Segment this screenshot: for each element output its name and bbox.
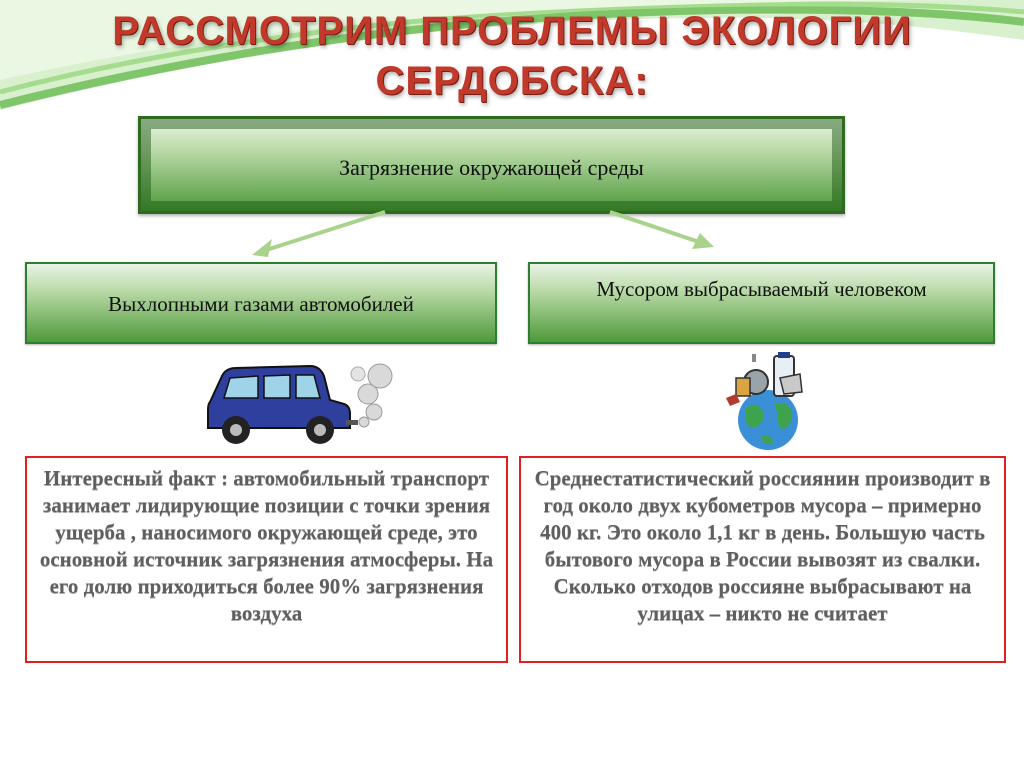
- human-trash-label: Мусором выбрасываемый человеком: [596, 277, 927, 301]
- main-topic-box: [138, 116, 845, 214]
- globe-trash-icon: [722, 348, 814, 452]
- exhaust-gas-box: [25, 262, 497, 344]
- title-line-1: РАССМОТРИМ ПРОБЛЕМЫ ЭКОЛОГИИ: [112, 9, 912, 53]
- main-topic-label: Загрязнение окружающей среды: [339, 155, 644, 180]
- page-title: [0, 6, 1024, 106]
- human-trash-box: [528, 262, 995, 344]
- trash-fact-text: Среднестатистический россиянин производит в год около двух кубометров мусора – примерно 400 кг. Это около 1,1 кг в день. Большую часть бытового мусора в России вывозят из свалки. Сколько отходов россияне выбрасывают на улицах – никто не считает: [534, 466, 991, 625]
- car-fact-box: [25, 456, 508, 663]
- car-fact-text: Интересный факт : автомобильный транспорт занимает лидирующие позиции с точки зрения ущерба , наносимого окружающей среде, это основной источник загрязнения атмосферы. На его долю приходиться более 90% загрязнения воздуха: [39, 466, 494, 625]
- trash-fact-box: [519, 456, 1006, 663]
- exhaust-gas-label: Выхлопными газами автомобилей: [108, 292, 414, 316]
- car-exhaust-icon: [202, 354, 394, 446]
- title-line-2: СЕРДОБСКА:: [375, 59, 649, 103]
